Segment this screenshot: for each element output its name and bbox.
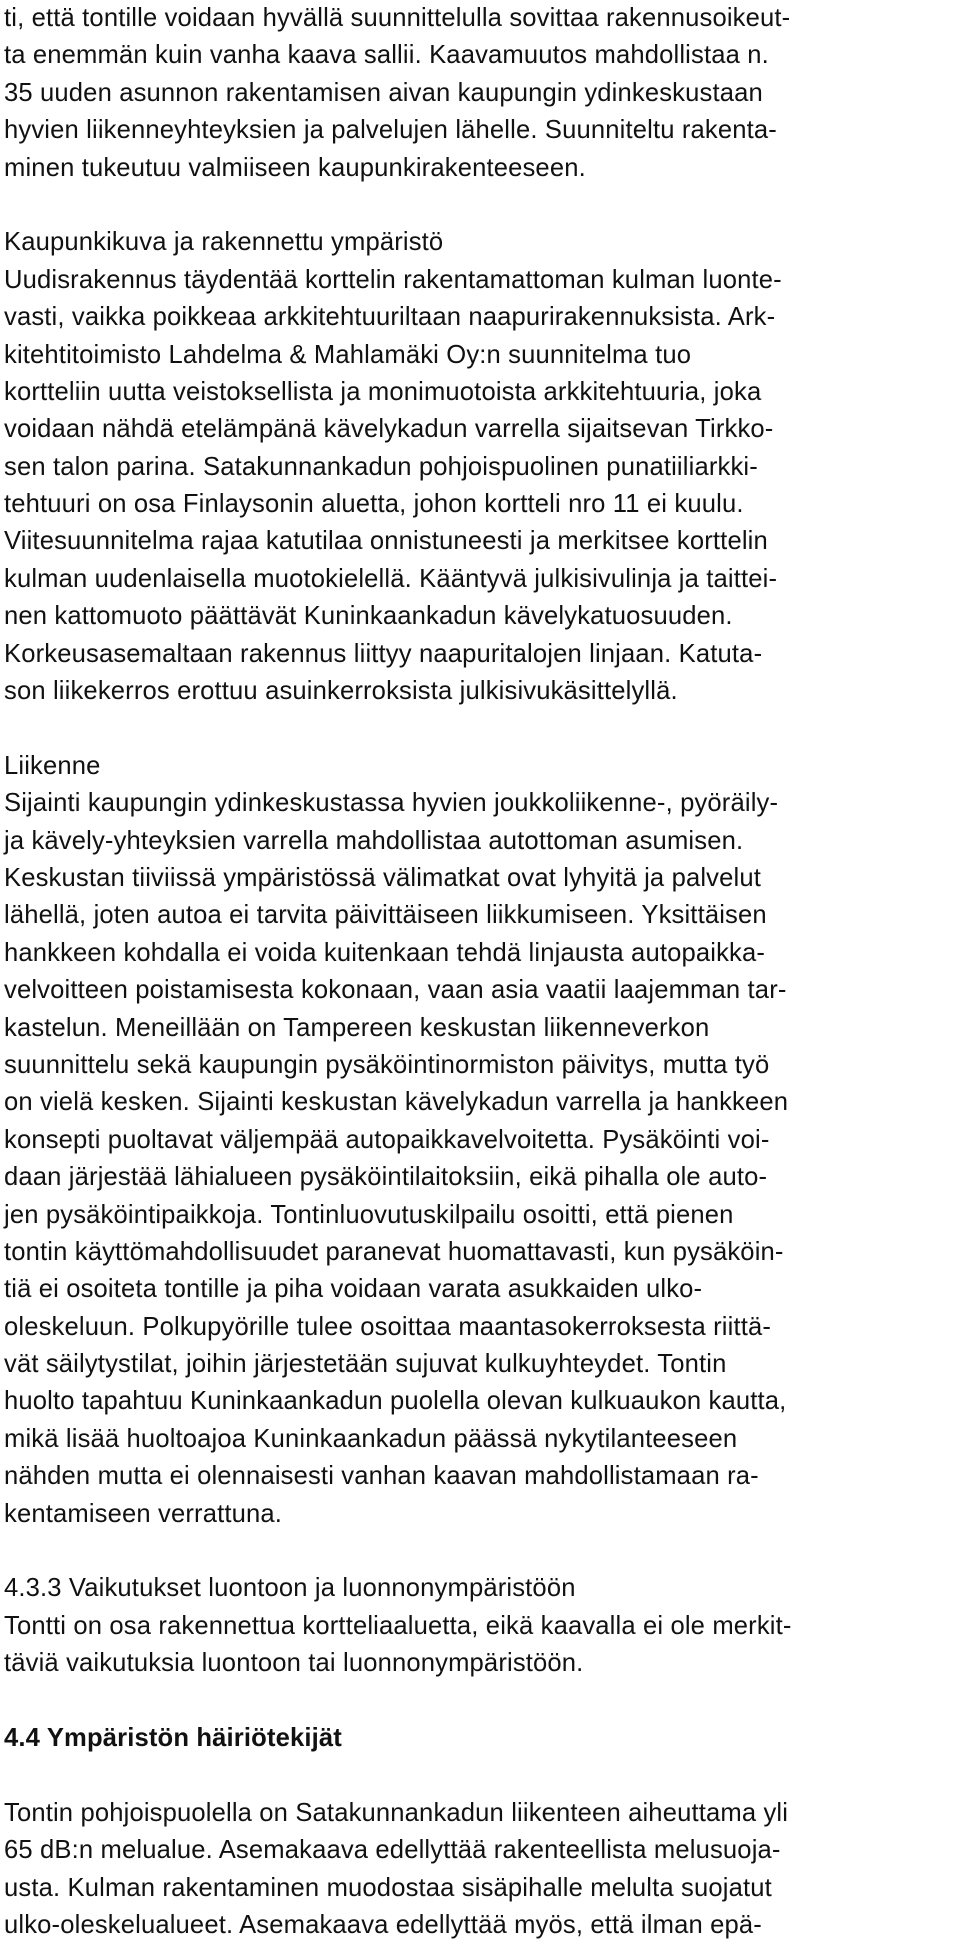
text-line: oleskeluun. Polkupyörille tulee osoittaa maantasokerroksesta riittä- — [4, 1312, 772, 1341]
text-line: velvoitteen poistamisesta kokonaan, vaan asia vaatii laajemman tar- — [4, 976, 787, 1005]
text-line: kortteliin uutta veistoksellista ja monimuotoista arkkitehtuuria, joka — [4, 377, 762, 406]
text-line: son liikekerros erottuu asuinkerroksista julkisivukäsittelyllä. — [4, 677, 678, 706]
text-line: kentamiseen verrattuna. — [4, 1499, 283, 1528]
section-heading-4-4: 4.4 Ympäristön häiriötekijät — [4, 1723, 342, 1752]
text-line: jen pysäköintipaikkoja. Tontinluovutuskilpailu osoitti, että pienen — [4, 1200, 734, 1229]
text-line: voidaan nähdä etelämpänä kävelykadun varrella sijaitsevan Tirkko- — [4, 415, 774, 444]
text-line: lähellä, joten autoa ei tarvita päivittäiseen liikkumiseen. Yksittäisen — [4, 901, 767, 930]
text-line: ja kävely-yhteyksien varrella mahdollistaa autottoman asumisen. — [4, 826, 744, 855]
text-line: on vielä kesken. Sijainti keskustan kävelykadun varrella ja hankkeen — [4, 1088, 789, 1117]
text-line: 65 dB:n melualue. Asemakaava edellyttää rakenteellista melusuoja- — [4, 1836, 781, 1865]
text-line: Uudisrakennus täydentää korttelin rakentamattoman kulman luonte- — [4, 265, 782, 294]
text-line: hyvien liikenneyhteyksien ja palvelujen lähelle. Suunniteltu rakenta- — [4, 116, 777, 145]
text-line: mikä lisää huoltoajoa Kuninkaankadun päässä nykytilanteeseen — [4, 1424, 738, 1453]
text-line: 35 uuden asunnon rakentamisen aivan kaupungin ydinkeskustaan — [4, 78, 763, 107]
text-line: ti, että tontille voidaan hyvällä suunnittelulla sovittaa rakennusoikeut- — [4, 4, 791, 32]
text-line: vasti, vaikka poikkeaa arkkitehtuuriltaan naapurirakennuksista. Ark- — [4, 303, 776, 332]
text-line: tiä ei osoiteta tontille ja piha voidaan varata asukkaiden ulko- — [4, 1275, 703, 1304]
document-page — [4, 0, 956, 1944]
text-line: nähden mutta ei olennaisesti vanhan kaavan mahdollistamaan ra- — [4, 1462, 759, 1491]
text-line: Tontin pohjoispuolella on Satakunnankadun liikenteen aiheuttama yli — [4, 1798, 789, 1827]
text-line: Sijainti kaupungin ydinkeskustassa hyvien joukkoliikenne-, pyöräily- — [4, 789, 779, 818]
text-line: hankkeen kohdalla ei voida kuitenkaan tehdä linjausta autopaikka- — [4, 938, 766, 967]
text-line: daan järjestää lähialueen pysäköintilaitoksiin, eikä pihalla ole auto- — [4, 1163, 768, 1192]
text-line: Tontti on osa rakennettua kortteliaaluetta, eikä kaavalla ei ole merkit- — [4, 1611, 792, 1640]
text-line: Viitesuunnitelma rajaa katutilaa onnistuneesti ja merkitsee korttelin — [4, 527, 768, 556]
text-line: kastelun. Meneillään on Tampereen keskustan liikenneverkon — [4, 1013, 710, 1042]
text-line: tontin käyttömahdollisuudet paranevat huomattavasti, kun pysäköin- — [4, 1237, 784, 1266]
paragraph-spacer — [4, 1757, 956, 1794]
text-line: usta. Kulman rakentaminen muodostaa sisäpihalle melulta suojatut — [4, 1873, 772, 1902]
text-line: ta enemmän kuin vanha kaava sallii. Kaavamuutos mahdollistaa n. — [4, 41, 769, 70]
section-heading-kaupunkikuva: Kaupunkikuva ja rakennettu ympäristö — [4, 228, 444, 257]
paragraph-spacer — [4, 1683, 956, 1720]
paragraph-spacer — [4, 187, 956, 224]
section-heading-liikenne: Liikenne — [4, 751, 101, 780]
text-line: huolto tapahtuu Kuninkaankadun puolella olevan kulkuaukon kautta, — [4, 1387, 787, 1416]
text-line: minen tukeutuu valmiiseen kaupunkirakenteeseen. — [4, 153, 586, 182]
text-line: sen talon parina. Satakunnankadun pohjoispuolinen punatiiliarkki- — [4, 452, 758, 481]
text-line: kitehtitoimisto Lahdelma & Mahlamäki Oy:n suunnitelma tuo — [4, 340, 692, 369]
text-line: tehtuuri on osa Finlaysonin aluetta, johon kortteli nro 11 ei kuulu. — [4, 490, 744, 519]
text-line: ulko-oleskelualueet. Asemakaava edellyttää myös, että ilman epä- — [4, 1910, 762, 1939]
text-line: Keskustan tiiviissä ympäristössä välimatkat ovat lyhyitä ja palvelut — [4, 863, 761, 892]
text-line: nen kattomuoto päättävät Kuninkaankadun kävelykatuosuuden. — [4, 602, 733, 631]
paragraph-spacer — [4, 1533, 956, 1570]
section-heading-4-3-3: 4.3.3 Vaikutukset luontoon ja luonnonympäristöön — [4, 1574, 576, 1603]
text-line: Korkeusasemaltaan rakennus liittyy naapuritalojen linjaan. Katuta- — [4, 639, 763, 668]
text-line: vät säilytystilat, joihin järjestetään sujuvat kulkuyhteydet. Tontin — [4, 1350, 727, 1379]
text-line: suunnittelu sekä kaupungin pysäköintinormiston päivitys, mutta työ — [4, 1050, 770, 1079]
text-line: konsepti puoltavat väljempää autopaikkavelvoitetta. Pysäköinti voi- — [4, 1125, 770, 1154]
text-line: kulman uudenlaisella muotokielellä. Kääntyvä julkisivulinja ja taittei- — [4, 564, 778, 593]
text-line: täviä vaikutuksia luontoon tai luonnonympäristöön. — [4, 1649, 584, 1678]
paragraph-spacer — [4, 710, 956, 747]
